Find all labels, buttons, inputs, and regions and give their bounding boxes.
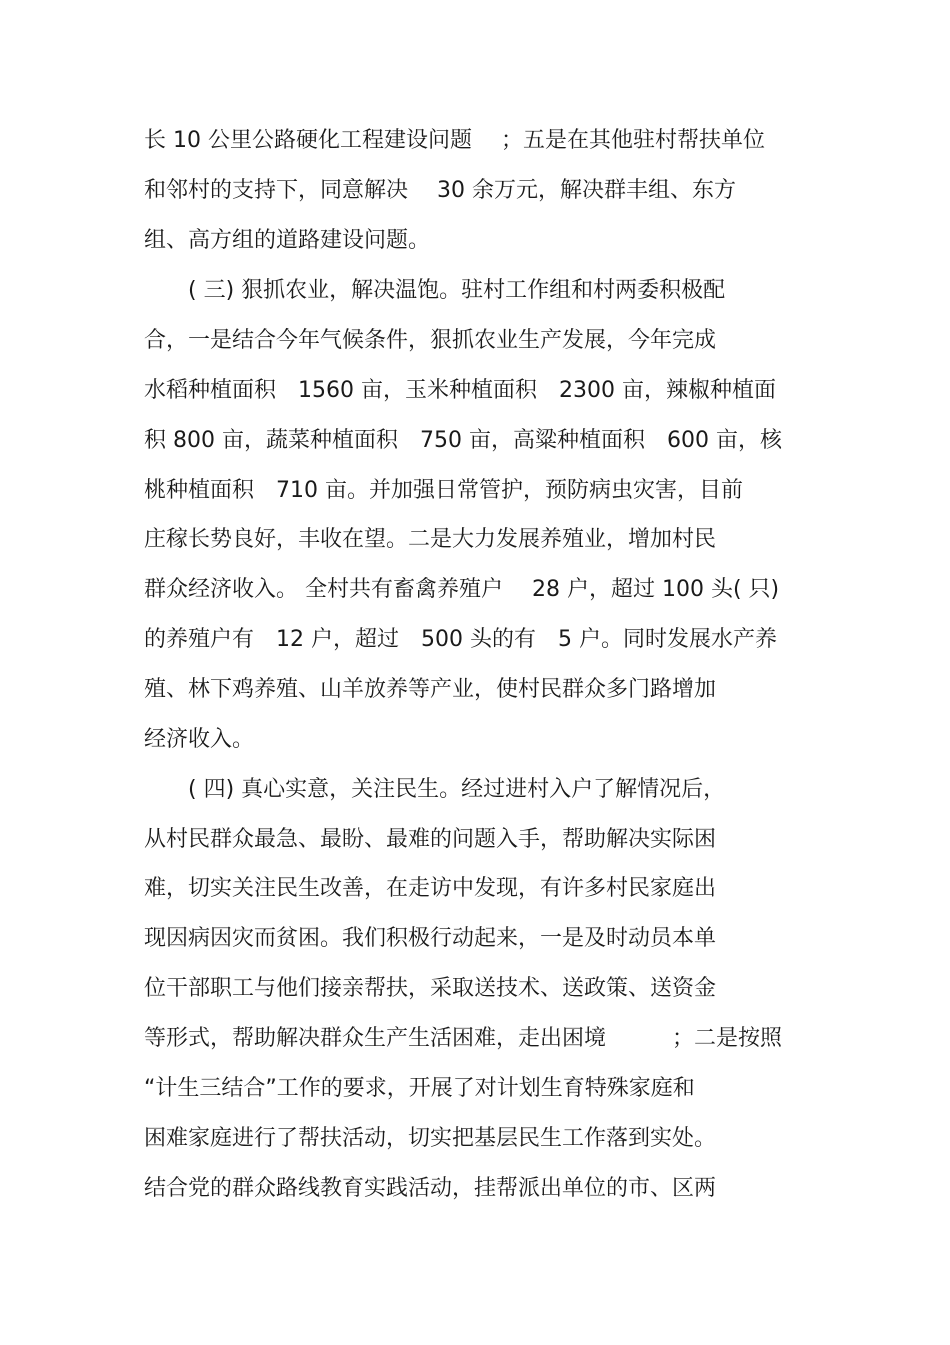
text-line: 位干部职工与他们接亲帮扶，采取送技术、送政策、送资金 (144, 976, 717, 1001)
text-line: 经济收入。 (144, 727, 255, 752)
text-line: 殖、林下鸡养殖、山羊放养等产业，使村民群众多门路增加 (144, 677, 717, 702)
text-line: 积 800 亩，蔬菜种植面积 750 亩，高粱种植面积 600 亩，核 (144, 428, 782, 453)
text-line: 困难家庭进行了帮扶活动，切实把基层民生工作落到实处。 (144, 1126, 717, 1151)
text-line: 群众经济收入。 全村共有畜禽养殖户 28 户，超过 100 头( 只) (144, 577, 780, 602)
text-line: 难，切实关注民生改善，在走访中发现，有许多村民家庭出 (144, 876, 717, 901)
text-line: 水稻种植面积 1560 亩，玉米种植面积 2300 亩，辣椒种植面 (144, 378, 776, 403)
text-line: 长 10 公里公路硬化工程建设问题 ；五是在其他驻村帮扶单位 (144, 128, 765, 153)
paragraph-heading-4: ( 四) 真心实意，关注民生。经过进村入户了解情况后， (188, 777, 726, 802)
text-line: 结合党的群众路线教育实践活动，挂帮派出单位的市、区两 (144, 1176, 717, 1201)
text-line: 庄稼长势良好，丰收在望。二是大力发展养殖业，增加村民 (144, 527, 717, 552)
text-line: 从村民群众最急、最盼、最难的问题入手，帮助解决实际困 (144, 827, 717, 852)
text-line: 等形式，帮助解决群众生产生活困难，走出困境 ；二是按照 (144, 1026, 783, 1051)
text-line: 现因病因灾而贫困。我们积极行动起来，一是及时动员本单 (144, 926, 717, 951)
paragraph-heading-3: ( 三) 狠抓农业，解决温饱。驻村工作组和村两委积极配 (188, 278, 726, 303)
text-line: 合，一是结合今年气候条件，狠抓农业生产发展，今年完成 (144, 328, 717, 353)
text-line: 和邻村的支持下，同意解决 30 余万元，解决群丰组、东方 (144, 178, 736, 203)
text-line: 的养殖户有 12 户，超过 500 头的有 5 户。同时发展水产养 (144, 627, 777, 652)
text-line: “计生三结合”工作的要求，开展了对计划生育特殊家庭和 (144, 1076, 695, 1101)
text-line: 桃种植面积 710 亩。并加强日常管护，预防病虫灾害，目前 (144, 478, 743, 503)
text-line: 组、高方组的道路建设问题。 (144, 228, 431, 253)
